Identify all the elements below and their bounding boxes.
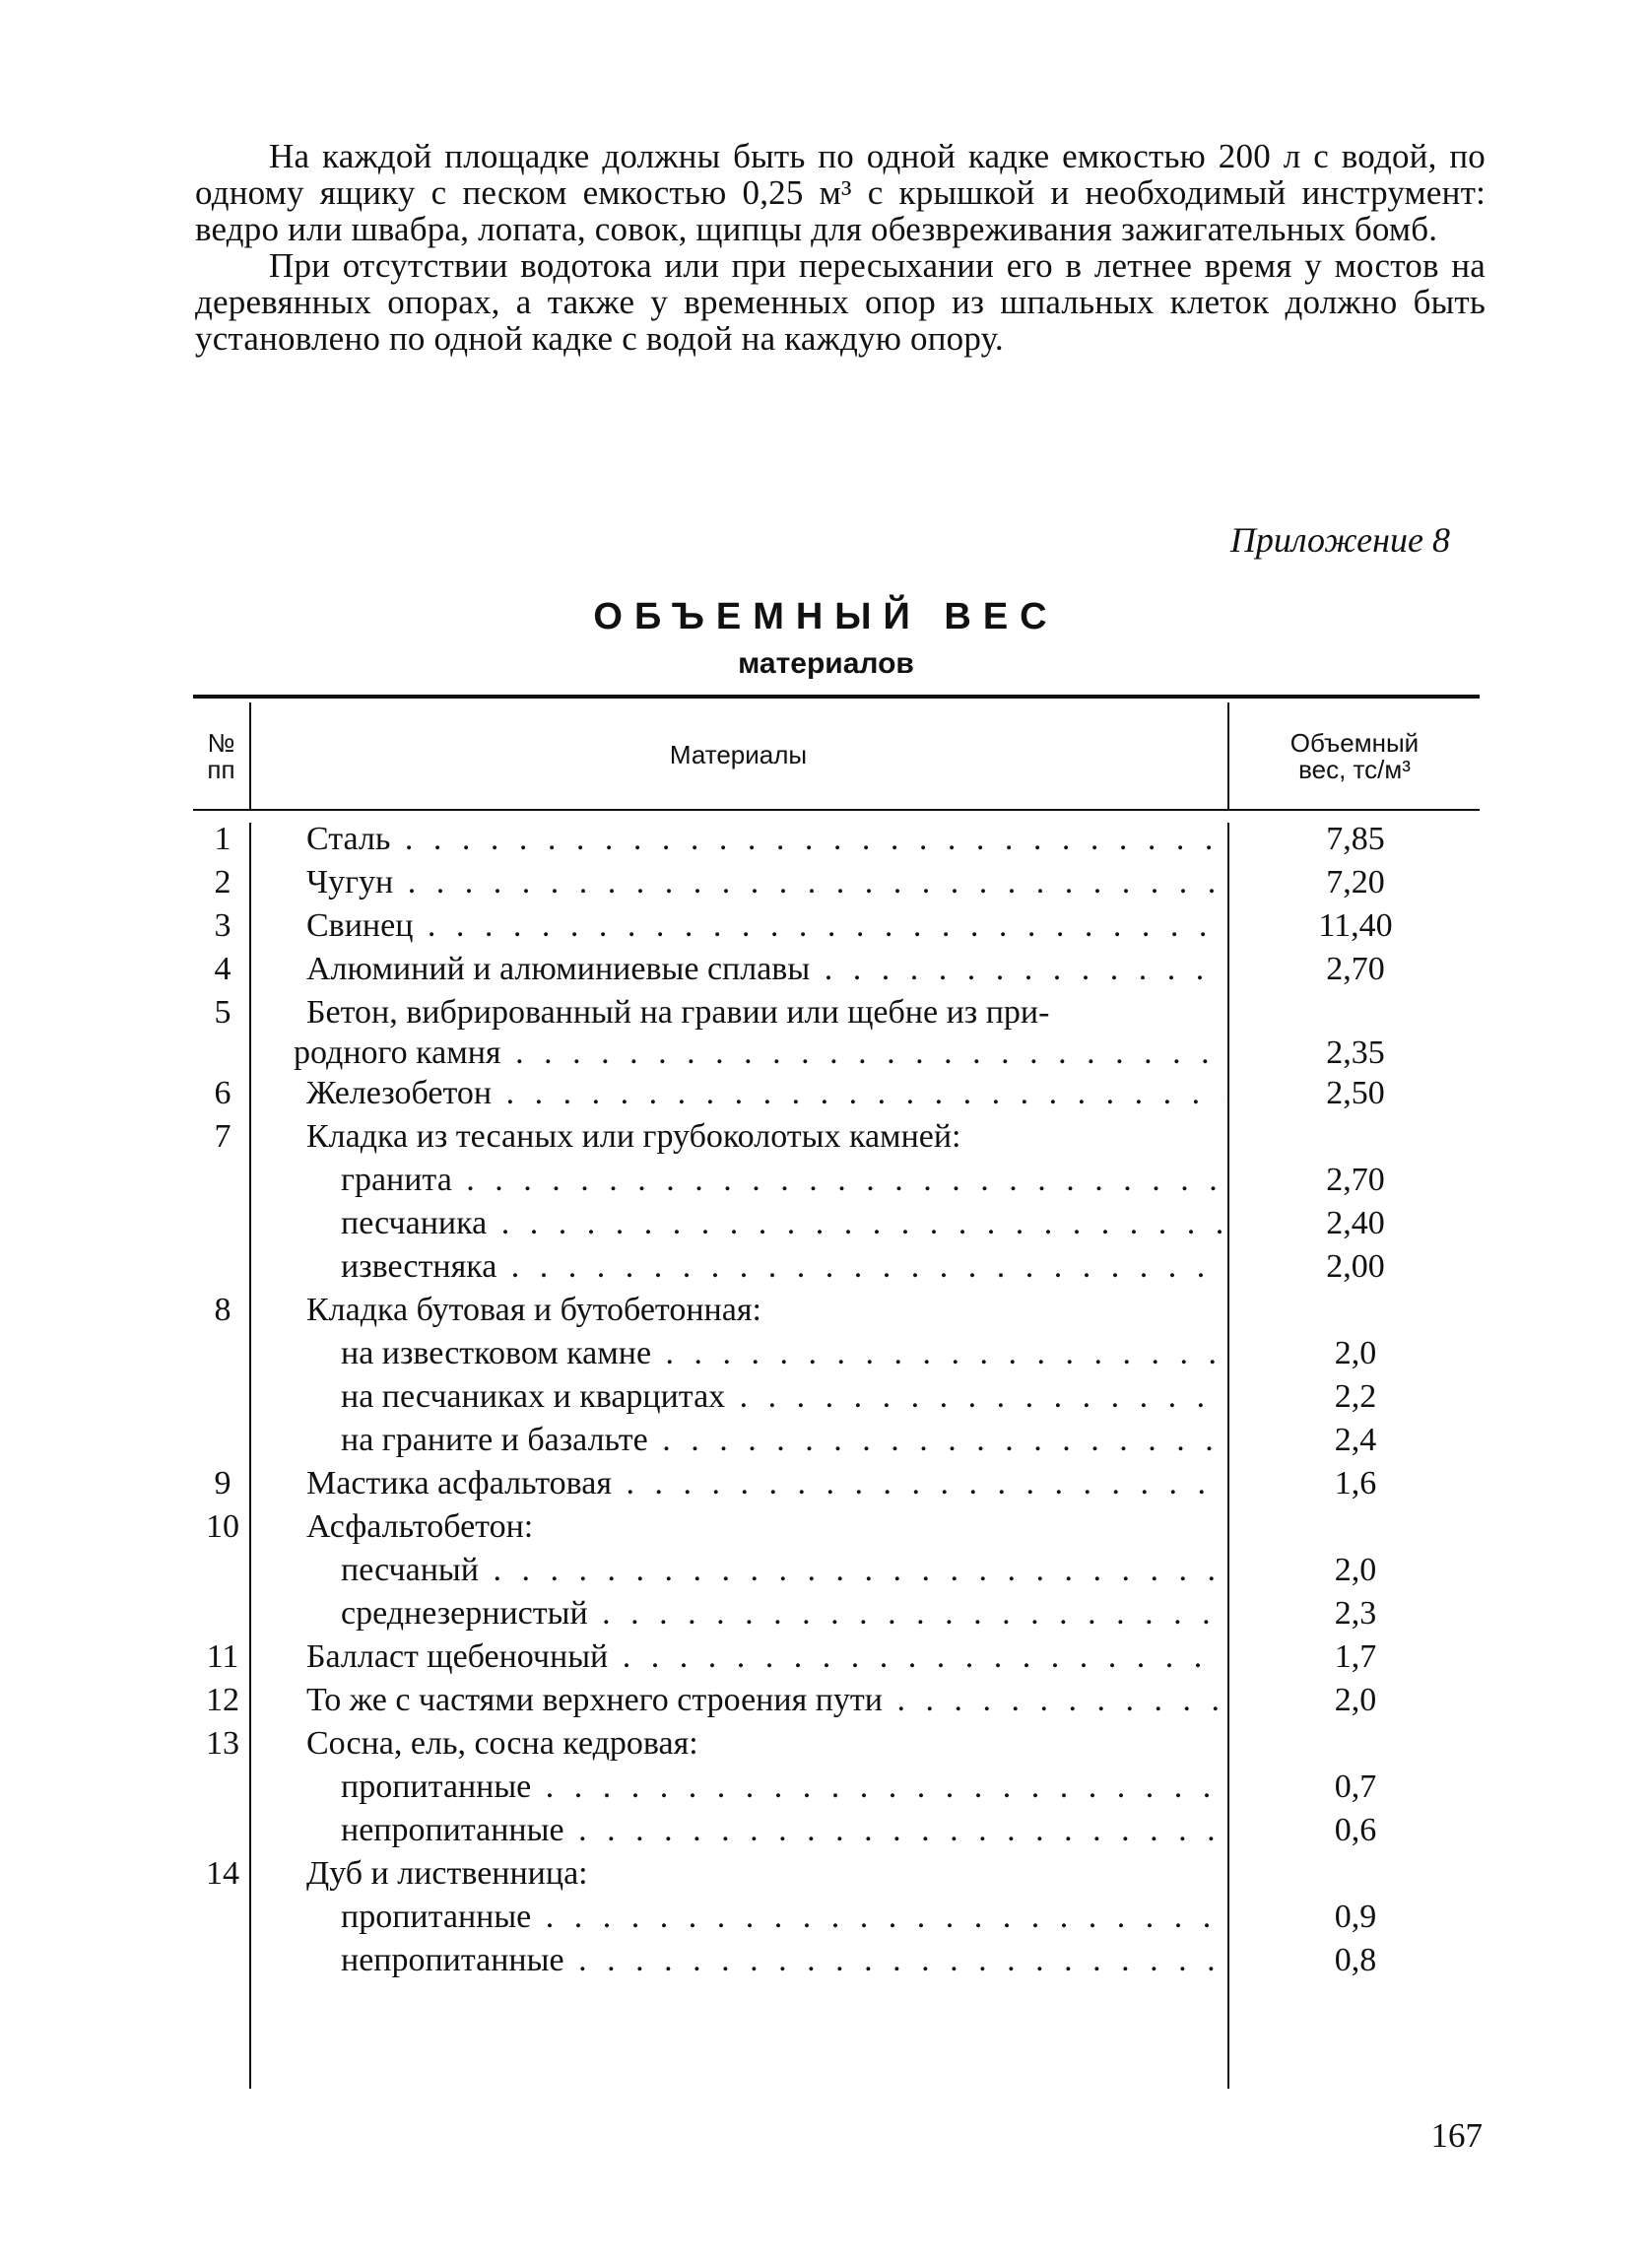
material-text: То же с частями верхнего строения пути — [306, 1682, 883, 1718]
row-number: 3 — [214, 907, 231, 944]
volume-weight-value: 2,50 — [1326, 1075, 1385, 1111]
volume-weight-value: 2,0 — [1334, 1335, 1377, 1371]
table-row — [193, 1072, 1480, 1115]
material-text: Чугун — [306, 864, 394, 901]
table-row — [193, 1332, 1480, 1375]
material-name — [306, 1332, 1222, 1375]
material-name — [306, 1375, 1222, 1419]
material-name — [306, 1722, 1222, 1766]
table-row — [193, 1592, 1480, 1635]
row-number — [193, 1419, 252, 1462]
row-number — [193, 1202, 252, 1245]
material-text: на известковом камне — [341, 1335, 652, 1371]
row-number: 2 — [214, 864, 231, 901]
table-subtitle: материалов — [738, 647, 914, 680]
volume-weight-value: 2,35 — [1326, 1034, 1385, 1071]
table-row — [193, 1115, 1480, 1159]
material-text: Мастика асфальтовая — [306, 1465, 613, 1501]
table-row — [193, 1722, 1480, 1766]
row-number: 6 — [214, 1075, 231, 1111]
volume-weight-value: 0,6 — [1334, 1812, 1377, 1848]
volume-weight-value: 7,85 — [1326, 821, 1385, 857]
table-row — [193, 1809, 1480, 1852]
row-number: 1 — [214, 821, 231, 857]
table-row — [193, 1635, 1480, 1679]
material-text: непропитанные — [341, 1942, 564, 1978]
row-number — [193, 1034, 252, 1072]
table-row — [193, 1245, 1480, 1289]
material-text: песчаника — [341, 1205, 488, 1241]
header-weight: Объемный вес, тс/м³ — [1289, 728, 1420, 784]
table-row — [193, 1202, 1480, 1245]
table-top-rule — [193, 695, 1480, 699]
material-name — [306, 1115, 1222, 1159]
material-text: родного камня — [294, 1034, 501, 1071]
table-row — [193, 1034, 1480, 1072]
material-name — [306, 1549, 1222, 1592]
table-row — [193, 1852, 1480, 1896]
material-text: непропитанные — [341, 1812, 564, 1848]
material-name — [306, 904, 1222, 948]
material-name — [306, 1896, 1222, 1939]
row-number — [193, 1592, 252, 1635]
material-text: пропитанные — [341, 1768, 532, 1805]
volume-weight-value: 2,70 — [1326, 1162, 1385, 1198]
material-text: Дуб и лиственница: — [306, 1855, 588, 1892]
table-title: ОБЪЕМНЫЙ ВЕС — [593, 596, 1059, 637]
volume-weight-value: 1,6 — [1334, 1465, 1377, 1501]
material-name — [306, 1939, 1222, 1982]
appendix-label: Приложение 8 — [1229, 520, 1450, 560]
volume-weight-value: 7,20 — [1326, 864, 1385, 901]
row-number — [193, 1809, 252, 1852]
table-row — [193, 1766, 1480, 1809]
material-text: известняка — [341, 1248, 497, 1285]
material-text: Бетон, вибрированный на гравии или щебне из при- — [306, 994, 1050, 1031]
material-name — [306, 1766, 1222, 1809]
row-number — [193, 1766, 252, 1809]
row-number — [193, 1159, 252, 1202]
page-number: 167 — [1430, 2116, 1483, 2155]
material-text: песчаный — [341, 1552, 479, 1588]
material-name — [306, 1852, 1222, 1896]
material-name — [306, 1289, 1222, 1332]
material-text: Балласт щебеночный — [306, 1638, 609, 1675]
table-row — [193, 904, 1480, 948]
material-text: пропитанные — [341, 1899, 532, 1935]
material-name — [306, 1072, 1222, 1115]
paragraph-1: На каждой площадке должны быть по одной кадке емкостью 200 л с водой, по одному ящику с песком емкостью 0,25 м³ с крышкой и необходимый инструмент: ведро или швабра, лопата, совок, щипцы для обезвреживания зажигательных бомб. — [195, 137, 1486, 248]
material-name — [306, 1809, 1222, 1852]
material-text: на песчаниках и кварцитах — [341, 1378, 726, 1415]
material-name — [306, 1245, 1222, 1289]
body-text — [195, 138, 1486, 357]
material-name — [306, 991, 1222, 1034]
volume-weight-value: 2,2 — [1334, 1378, 1377, 1415]
material-text: Кладка из тесаных или грубоколотых камней: — [306, 1118, 961, 1155]
row-number — [193, 1939, 252, 1982]
table-row — [193, 1419, 1480, 1462]
material-text: Железобетон — [306, 1075, 493, 1111]
volume-weight-value: 2,0 — [1334, 1552, 1377, 1588]
material-name — [306, 1462, 1222, 1505]
material-name — [306, 861, 1222, 904]
material-text: Сталь — [306, 821, 391, 857]
row-number — [193, 1332, 252, 1375]
row-number: 13 — [206, 1725, 239, 1762]
material-text: Свинец — [306, 907, 414, 944]
material-name — [306, 948, 1222, 991]
table-row — [193, 1939, 1480, 1982]
paragraph-2: При отсутствии водотока или при пересыхании его в летнее время у мостов на деревянных опорах, а также у временных опор из шпальных клеток должно быть установлено по одной кадке с водой на каждую опору. — [195, 246, 1486, 358]
material-text: гранита — [341, 1162, 452, 1198]
table-row — [193, 861, 1480, 904]
row-number: 7 — [214, 1118, 231, 1155]
material-name — [306, 818, 1222, 861]
volume-weight-value: 11,40 — [1318, 907, 1393, 944]
table-row — [193, 1896, 1480, 1939]
table-row — [193, 1159, 1480, 1202]
volume-weight-value: 2,0 — [1334, 1682, 1377, 1718]
row-number: 11 — [206, 1638, 239, 1675]
row-number: 10 — [206, 1508, 239, 1545]
material-text: Сосна, ель, сосна кедровая: — [306, 1725, 698, 1762]
volume-weight-value: 2,40 — [1326, 1205, 1385, 1241]
table-body — [193, 818, 1480, 1982]
volume-weight-value: 2,4 — [1334, 1422, 1377, 1458]
row-number — [193, 1549, 252, 1592]
row-number: 9 — [214, 1465, 231, 1501]
table-row — [193, 1375, 1480, 1419]
row-number — [193, 1375, 252, 1419]
material-text: среднезернистый — [341, 1595, 588, 1632]
material-text: Асфальтобетон: — [306, 1508, 534, 1545]
table-row — [193, 1549, 1480, 1592]
table-row — [193, 991, 1480, 1034]
table-row — [193, 1462, 1480, 1505]
material-name — [306, 1159, 1222, 1202]
row-number: 12 — [206, 1682, 239, 1718]
row-number — [193, 1245, 252, 1289]
material-text: Алюминий и алюминиевые сплавы — [306, 951, 811, 987]
material-name — [306, 1635, 1222, 1679]
header-bottom-rule — [193, 809, 1480, 811]
volume-weight-value: 0,7 — [1334, 1768, 1377, 1805]
header-material: Материалы — [669, 740, 808, 769]
volume-weight-value: 2,70 — [1326, 951, 1385, 987]
row-number: 5 — [214, 994, 231, 1031]
material-name — [306, 1505, 1222, 1549]
table-row — [193, 818, 1480, 861]
materials-table — [193, 695, 1480, 2089]
table-row — [193, 1679, 1480, 1722]
material-name — [306, 1592, 1222, 1635]
row-number: 14 — [206, 1855, 239, 1892]
volume-weight-value: 1,7 — [1334, 1638, 1377, 1675]
material-text: Кладка бутовая и бутобетонная: — [306, 1292, 761, 1328]
row-number: 8 — [214, 1292, 231, 1328]
volume-weight-value: 0,9 — [1334, 1899, 1377, 1935]
material-name — [306, 1419, 1222, 1462]
material-text: на граните и базальте — [341, 1422, 648, 1458]
material-name — [306, 1679, 1222, 1722]
row-number — [193, 1896, 252, 1939]
table-row — [193, 1289, 1480, 1332]
material-name — [306, 1202, 1222, 1245]
volume-weight-value: 2,3 — [1334, 1595, 1377, 1632]
volume-weight-value: 0,8 — [1334, 1942, 1377, 1978]
table-row — [193, 948, 1480, 991]
header-num: № пп — [207, 728, 235, 784]
material-name — [294, 1034, 1210, 1072]
table-row — [193, 1505, 1480, 1549]
volume-weight-value: 2,00 — [1326, 1248, 1385, 1285]
row-number: 4 — [214, 951, 231, 987]
